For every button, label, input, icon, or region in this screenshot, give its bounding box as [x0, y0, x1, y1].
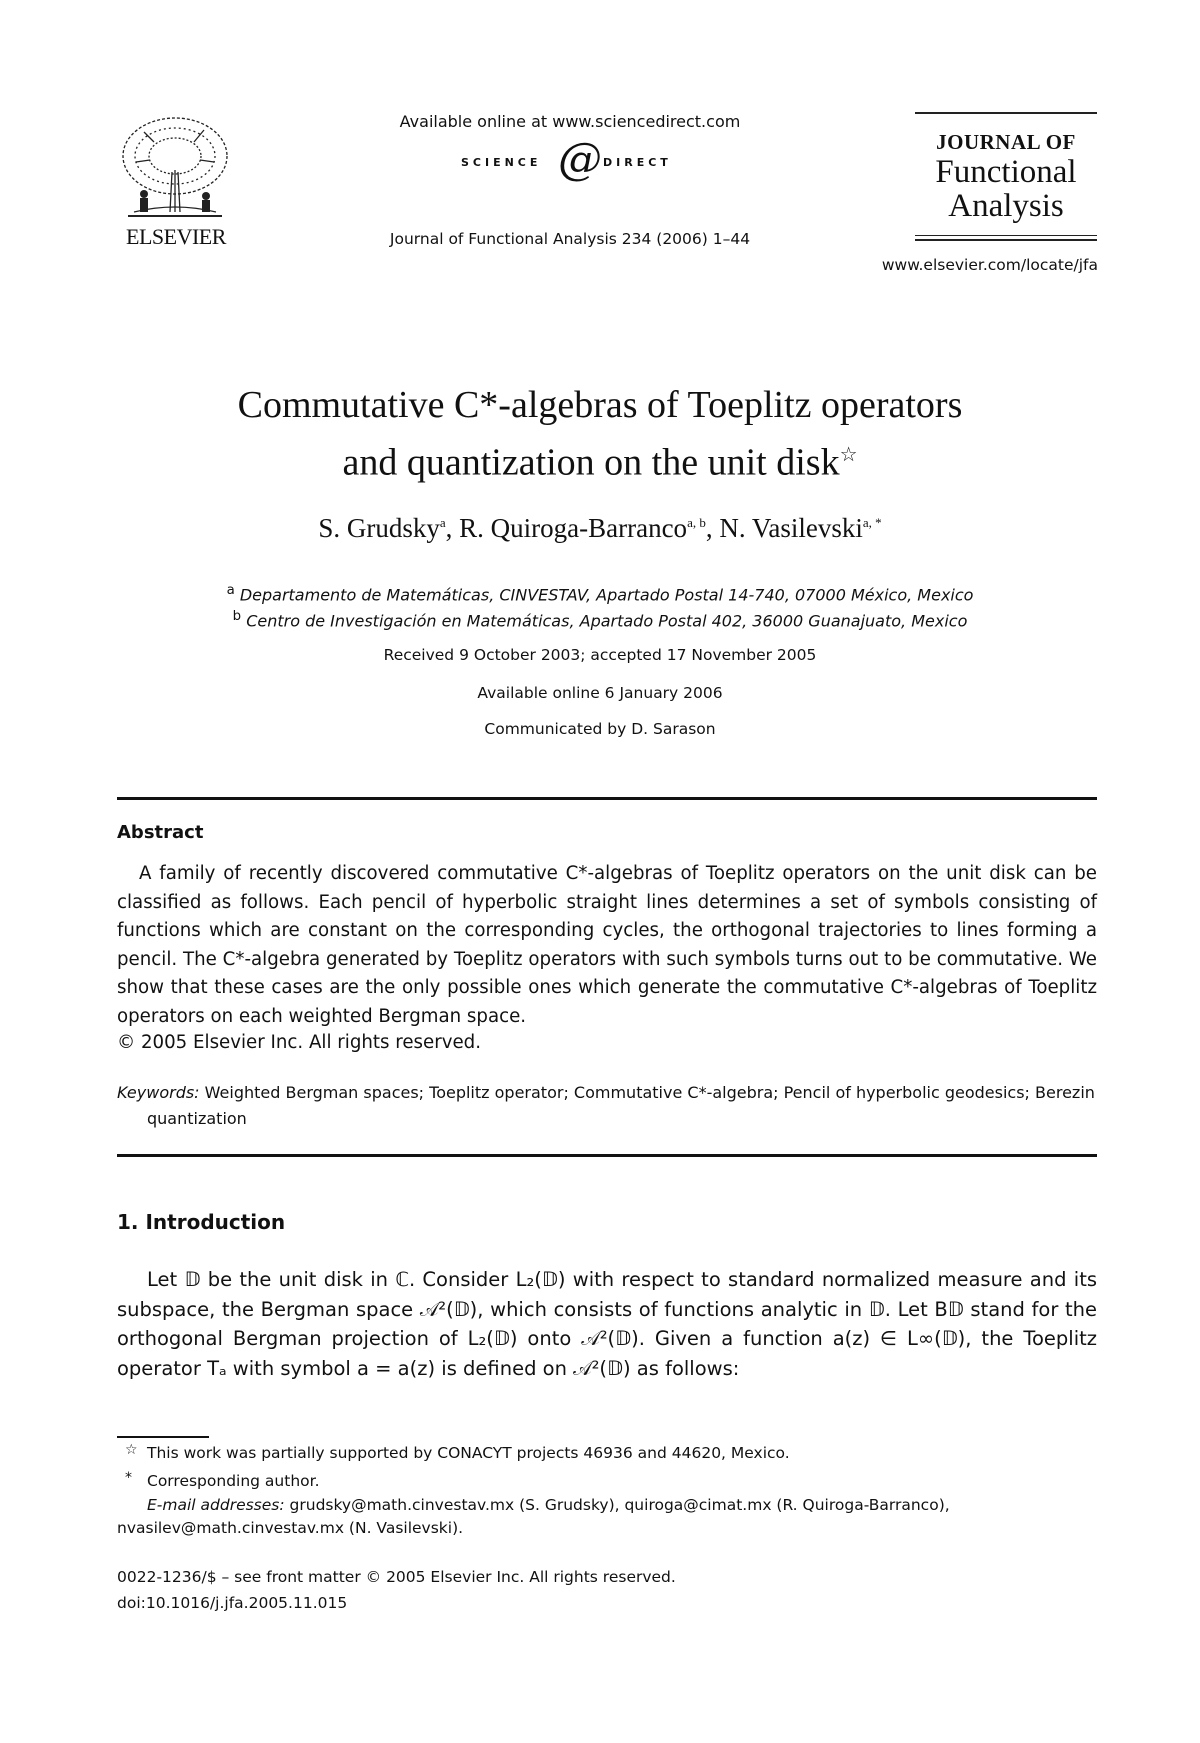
journal-url-link[interactable]: www.elsevier.com/locate/jfa	[881, 256, 1098, 274]
author-1: S. Grudsky	[318, 513, 440, 543]
footnote-corresponding-text: Corresponding author.	[147, 1472, 320, 1490]
doi-link[interactable]: doi:10.1016/j.jfa.2005.11.015	[117, 1594, 348, 1612]
footnote-corresponding-mark: *	[125, 1470, 132, 1486]
author-1-affil[interactable]: a	[439, 515, 446, 530]
email-list-1[interactable]: grudsky@math.cinvestav.mx (S. Grudsky), quiroga@cimat.mx (R. Quiroga-Barranco),	[289, 1496, 950, 1514]
journal-logo-line3: Analysis	[948, 187, 1064, 224]
author-3: N. Vasilevski	[719, 513, 863, 543]
publisher-wordmark: ELSEVIER	[126, 224, 226, 249]
abstract-top-rule	[117, 797, 1097, 800]
affiliation-a	[100, 583, 1100, 604]
journal-citation: Journal of Functional Analysis 234 (2006) 1–44	[389, 230, 751, 248]
available-date: Available online 6 January 2006	[477, 684, 723, 702]
author-list: S. Grudsky$^a$, R. Quiroga-Barranco$^{a, b}$, N. Vasilevski$^{a, *}$	[318, 513, 882, 543]
keywords	[117, 1080, 1097, 1132]
journal-logo	[915, 112, 1097, 241]
title-line-2-text: and quantization on the unit disk	[342, 441, 840, 484]
affiliation-b	[100, 609, 1100, 630]
footnote-funding-mark: ☆	[125, 1442, 138, 1458]
section-heading-introduction: 1. Introduction	[117, 1210, 286, 1234]
abstract-bottom-rule	[117, 1154, 1097, 1157]
author-2: R. Quiroga-Barranco	[459, 513, 688, 543]
title-footnote-mark[interactable]: ☆	[839, 444, 858, 466]
email-label: E-mail addresses:	[147, 1496, 285, 1514]
footnote-rule	[117, 1436, 209, 1438]
sciencedirect-logo	[455, 134, 695, 190]
sciencedirect-logo-right: DIRECT	[603, 156, 672, 169]
keywords-label: Keywords:	[117, 1083, 200, 1102]
communicated-by: Communicated by D. Sarason	[484, 720, 716, 738]
keywords-list: Weighted Bergman spaces; Toeplitz operator; Commutative C*-algebra; Pencil of hyperbolic geodesics; Berezin quantization	[147, 1083, 1095, 1128]
affiliation-a-mark: a	[226, 583, 235, 598]
affiliation-b-text: Centro de Investigación en Matemáticas, Apartado Postal 402, 36000 Guanajuato, Mexico	[246, 611, 968, 631]
author-2-affil[interactable]: a, b	[687, 515, 706, 530]
abstract-text: A family of recently discovered commutative C*-algebras of Toeplitz operators on the unit disk can be classified as follows. Each pencil of hyperbolic straight lines determines a set of symbols consisting of functions which are constant on the corresponding cycles, the orthogonal trajectories to lines forming a pencil. The C*-algebra generated by Toeplitz operators with such symbols turns out to be commutative. We show that these cases are the only possible ones which generate the commutative C*-algebras of Toeplitz operators on each weighted Bergman space.	[117, 863, 1097, 1027]
email-list-2[interactable]: nvasilev@math.cinvestav.mx (N. Vasilevski).	[117, 1519, 464, 1537]
abstract-heading: Abstract	[117, 822, 204, 843]
author-3-affil[interactable]: a, *	[862, 515, 882, 530]
tree-icon	[114, 112, 236, 224]
introduction-paragraph: Let 𝔻 be the unit disk in ℂ. Consider L₂(𝔻) with respect to standard normalized measure and its subspace, the Bergman space 𝒜²(𝔻), which consists of functions analytic in 𝔻. Let B𝔻 stand for the orthogonal Bergman projection of L₂(𝔻) onto 𝒜²(𝔻). Given a function a(z) ∈ L∞(𝔻), the Toeplitz operator Tₐ with symbol a = a(z) is defined on 𝒜²(𝔻) as follows:	[117, 1268, 1097, 1380]
article-title	[100, 380, 1100, 488]
journal-logo-line2: Functional	[935, 153, 1077, 190]
title-line-2	[100, 430, 1100, 488]
affiliation-a-text: Departamento de Matemáticas, CINVESTAV, Apartado Postal 14-740, 07000 México, Mexico	[239, 585, 974, 605]
sciencedirect-d-icon: @	[558, 134, 602, 185]
received-date: Received 9 October 2003; accepted 17 November 2005	[383, 646, 817, 664]
abstract-copyright: © 2005 Elsevier Inc. All rights reserved.	[117, 1032, 481, 1053]
footnote-emails	[117, 1494, 1127, 1516]
footnote-funding-text: This work was partially supported by CONACYT projects 46936 and 44620, Mexico.	[147, 1444, 790, 1462]
journal-logo-line1: JOURNAL OF	[936, 129, 1076, 154]
footnote-corresponding	[117, 1470, 1127, 1492]
footnote-funding	[117, 1442, 1127, 1464]
available-online-text: Available online at www.sciencedirect.com	[399, 112, 741, 131]
title-line-1: Commutative C*-algebras of Toeplitz operators	[237, 384, 963, 426]
issn-line: 0022-1236/$ – see front matter © 2005 Elsevier Inc. All rights reserved.	[117, 1568, 676, 1586]
affiliation-b-mark: b	[232, 609, 242, 624]
sciencedirect-logo-left: SCIENCE	[461, 156, 542, 169]
